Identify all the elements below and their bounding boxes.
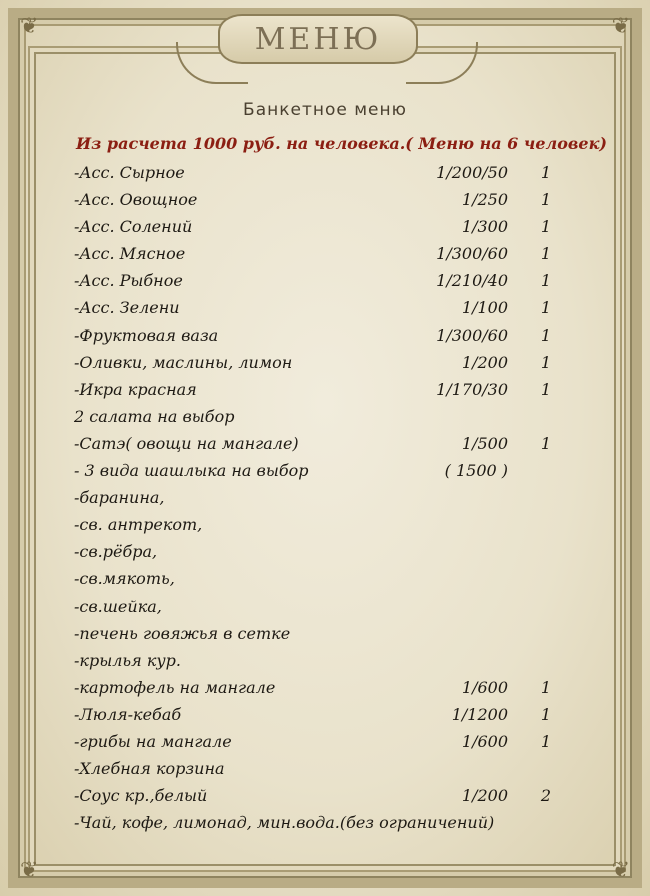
menu-item-quantity: 1	[540, 217, 552, 237]
menu-item	[74, 758, 574, 785]
menu-item-quantity: 1	[540, 325, 552, 345]
menu-item-name: -картофель на мангале	[74, 677, 276, 697]
menu-item-portion: 1/200	[461, 352, 508, 372]
menu-item-portion: 1/300/60	[436, 325, 508, 345]
corner-ornament-icon: ❦	[611, 14, 630, 39]
menu-item-name: -св.рёбра,	[74, 542, 158, 562]
title-banner	[218, 14, 418, 64]
menu-item	[74, 677, 574, 704]
menu-item-quantity: 1	[540, 163, 552, 182]
menu-item	[74, 297, 574, 324]
menu-item	[74, 270, 574, 297]
menu-item	[74, 406, 574, 433]
menu-item-name: -св. антрекот,	[74, 515, 203, 535]
menu-item-name: -Асс. Зелени	[74, 298, 180, 318]
menu-item-portion: 1/200/50	[436, 163, 508, 182]
menu-item-quantity: 1	[540, 298, 552, 318]
menu-item-portion: ( 1500 )	[444, 461, 508, 481]
menu-item-name: -баранина,	[74, 488, 165, 508]
menu-item-portion: 1/170/30	[436, 379, 508, 399]
menu-item	[74, 487, 574, 514]
menu-item-name: -печень говяжья в сетке	[74, 623, 291, 643]
menu-item-name: -Чай, кофе, лимонад, мин.вода.(без ограничений)	[74, 813, 495, 833]
menu-item	[74, 325, 574, 352]
menu-item	[74, 623, 574, 650]
menu-item-name: -грибы на мангале	[74, 731, 232, 751]
menu-item-quantity: 2	[540, 786, 552, 806]
menu-item-quantity: 1	[540, 379, 552, 399]
menu-item	[74, 243, 574, 270]
corner-ornament-icon: ❦	[20, 858, 39, 883]
menu-item	[74, 379, 574, 406]
menu-item-name: -св.мякоть,	[74, 569, 175, 589]
menu-item-portion: 1/1200	[451, 704, 508, 724]
menu-item-name: -Асс. Сырное	[74, 163, 185, 182]
menu-item-name: -Асс. Солений	[74, 217, 193, 237]
menu-subtitle: Банкетное меню	[243, 100, 407, 120]
menu-item	[74, 785, 574, 812]
menu-item-portion: 1/200	[461, 786, 508, 806]
menu-item-name: -св.шейка,	[74, 596, 162, 616]
menu-item-name: -Фруктовая ваза	[74, 325, 219, 345]
menu-item-name: -Хлебная корзина	[74, 759, 225, 779]
menu-item	[74, 189, 574, 216]
menu-item-name: -Икра красная	[74, 379, 197, 399]
menu-item	[74, 704, 574, 731]
menu-item	[74, 352, 574, 379]
menu-item-quantity: 1	[540, 190, 552, 210]
menu-item-quantity: 1	[540, 704, 552, 724]
menu-item-portion: 1/100	[461, 298, 508, 318]
menu-item-quantity: 1	[540, 271, 552, 291]
menu-item-portion: 1/500	[461, 433, 508, 453]
menu-item-name: -Сатэ( овощи на мангале)	[74, 433, 299, 453]
menu-item-name: -крылья кур.	[74, 650, 181, 670]
menu-item-portion: 1/600	[461, 677, 508, 697]
menu-item	[74, 162, 574, 189]
menu-item	[74, 514, 574, 541]
menu-item	[74, 216, 574, 243]
menu-item-portion: 1/210/40	[436, 271, 508, 291]
price-headline: Из расчета 1000 руб. на человека.( Меню на 6 человек)	[76, 134, 607, 153]
menu-item-quantity: 1	[540, 677, 552, 697]
menu-item-name: -Соус кр.,белый	[74, 786, 208, 806]
menu-item	[74, 541, 574, 568]
menu-item-quantity: 1	[540, 244, 552, 264]
menu-item-name: -Асс. Мясное	[74, 244, 186, 264]
menu-item	[74, 731, 574, 758]
menu-item-portion: 1/300/60	[436, 244, 508, 264]
menu-item-name: -Люля-кебаб	[74, 704, 182, 724]
menu-item-name: -Асс. Рыбное	[74, 271, 183, 291]
menu-item-portion: 1/250	[461, 190, 508, 210]
menu-item	[74, 433, 574, 460]
menu-item	[74, 568, 574, 595]
menu-item-name: 2 салата на выбор	[74, 406, 235, 426]
corner-ornament-icon: ❦	[611, 858, 630, 883]
menu-item-quantity: 1	[540, 731, 552, 751]
menu-item-name: - 3 вида шашлыка на выбор	[74, 461, 309, 481]
menu-item-quantity: 1	[540, 433, 552, 453]
corner-ornament-icon: ❦	[20, 14, 39, 39]
menu-item	[74, 812, 574, 839]
menu-item	[74, 460, 574, 487]
menu-item	[74, 650, 574, 677]
menu-item-portion: 1/300	[461, 217, 508, 237]
menu-item-name: -Асс. Овощное	[74, 190, 198, 210]
menu-item-list	[74, 162, 574, 839]
menu-item-portion: 1/600	[461, 731, 508, 751]
menu-item-name: -Оливки, маслины, лимон	[74, 352, 293, 372]
menu-item	[74, 596, 574, 623]
menu-item-quantity: 1	[540, 352, 552, 372]
page-title: МЕНЮ	[254, 21, 382, 57]
